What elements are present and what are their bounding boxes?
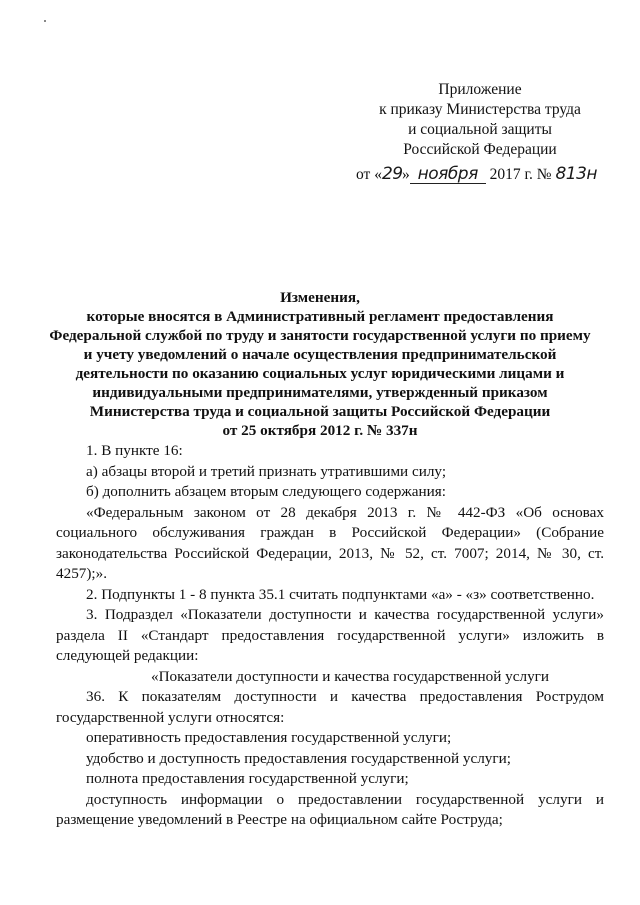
annex-line: и социальной защиты [408, 121, 552, 138]
order-day-handwritten: 29 [381, 164, 403, 184]
order-month-handwritten: ноября [410, 165, 486, 184]
paragraph: 1. В пункте 16: [86, 442, 183, 459]
order-reference [356, 162, 598, 187]
document-body [56, 441, 604, 831]
document-title [40, 288, 600, 440]
title-line: которые вносятся в Административный регламент предоставления [86, 308, 554, 325]
title-line: Министерства труда и социальной защиты Российской Федерации [89, 403, 551, 420]
paragraph: 3. Подраздел «Показатели доступности и качества государственной услуги» раздела II «Стандарт предоставления государственной услуги» изложить в следующей редакции: [56, 606, 604, 664]
title-line: Изменения, [280, 289, 360, 306]
order-number-handwritten: 813н [555, 164, 598, 184]
title-line: и учету уведомлений о начале осуществления предпринимательской [83, 346, 557, 363]
order-prefix: от « [356, 166, 382, 183]
title-line: индивидуальными предпринимателями, утвержденный приказом [92, 384, 548, 401]
paragraph: 2. Подпункты 1 - 8 пункта 35.1 считать подпунктами «а» - «з» соответственно. [86, 585, 595, 603]
paragraph: 36. К показателям доступности и качества предоставления Рострудом государственной услуги относятся: [56, 688, 604, 726]
title-line: Федеральной службой по труду и занятости государственной услуги по приему [49, 327, 591, 344]
paragraph: удобство и доступность предоставления государственной услуги; [86, 749, 511, 767]
title-line: от 25 октября 2012 г. № 337н [222, 422, 418, 439]
order-mid: » [401, 166, 410, 183]
paragraph: «Федеральным законом от 28 декабря 2013 г. № 442-ФЗ «Об основах социального обслуживания граждан в Российской Федерации» (Собрание законодательства Российской Федерации, 2013, № 52, ст. 7007; 2014, № 30, ст. 4257);». [56, 503, 604, 582]
title-line: деятельности по оказанию социальных услуг юридическими лицами и [75, 365, 565, 382]
paragraph: б) дополнить абзацем вторым следующего содержания: [86, 483, 446, 500]
paragraph: оперативность предоставления государственной услуги; [86, 729, 452, 746]
scan-speck [44, 20, 46, 22]
paragraph: а) абзацы второй и третий признать утратившими силу; [86, 462, 447, 480]
subsection-heading: «Показатели доступности и качества государственной услуги [151, 667, 550, 685]
annex-line: Приложение [438, 81, 522, 98]
paragraph: полнота предоставления государственной услуги; [86, 770, 409, 787]
annex-line: к приказу Министерства труда [379, 101, 581, 118]
order-year: 2017 г. № [489, 166, 552, 183]
annex-header [360, 80, 600, 160]
paragraph: доступность информации о предоставлении государственной услуги и размещение уведомлений в Реестре на официальном сайте Роструда; [56, 790, 604, 828]
annex-line: Российской Федерации [403, 141, 557, 158]
